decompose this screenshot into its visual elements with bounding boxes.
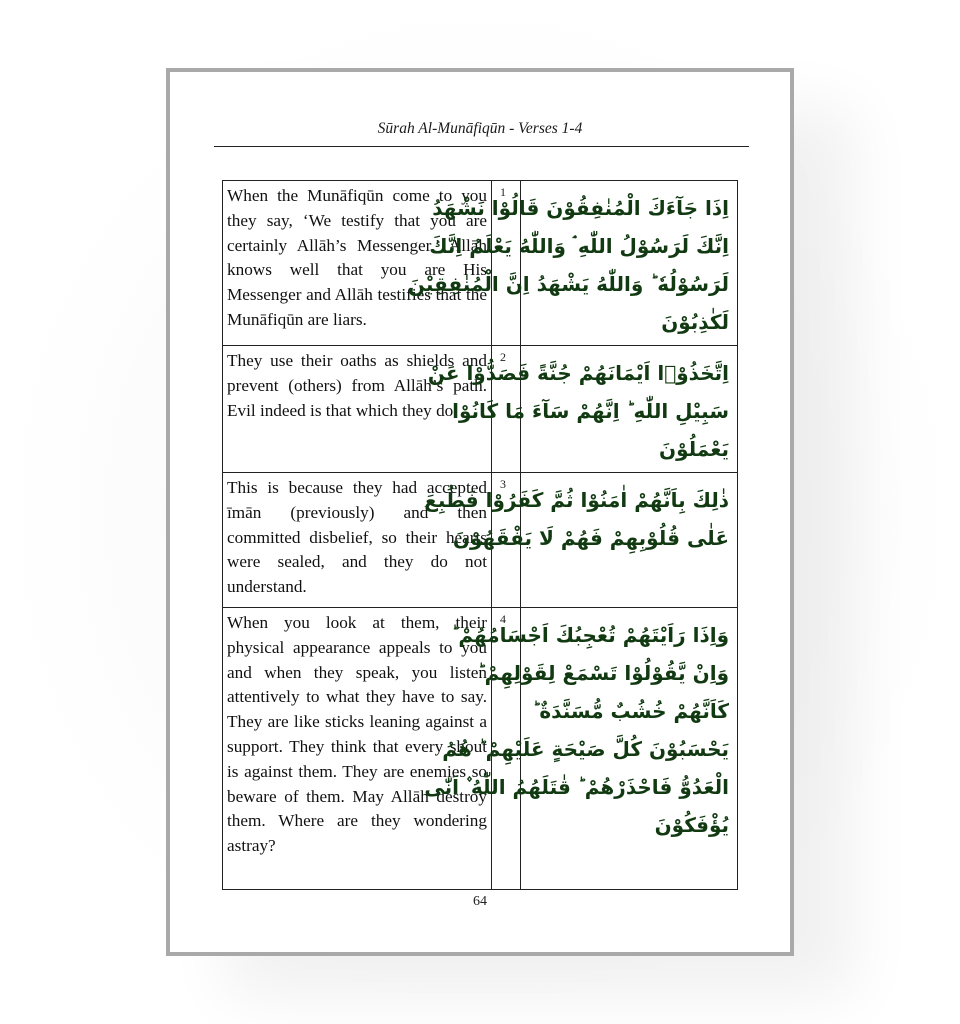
arabic-line: ذٰلِكَ بِاَنَّهُمْ اٰمَنُوْا ثُمَّ كَفَرُوْا فَطُبِعَ bbox=[424, 488, 729, 512]
arabic-line: وَاِذَا رَاَيْتَهُمْ تُعْجِبُكَ اَجْسَامُهُمْ ؕ bbox=[451, 623, 729, 647]
verse-english: When you look at them, their physical appearance appeals to you and when they speak, you listen attentively to what they have to say. They are like sticks leaning against a support. They think that every shout is against them. They are enemies so beware of them. May Allāh destroy them. Where are they wondering astray? bbox=[223, 608, 492, 890]
arabic-line: اِنَّكَ لَرَسُوْلُ اللّٰهِ ۘ وَاللّٰهُ يَعْلَمُ اِنَّكَ bbox=[429, 234, 729, 258]
verse-number: 3 bbox=[492, 473, 521, 608]
arabic-line: عَلٰى قُلُوْبِهِمْ فَهُمْ لَا يَفْقَهُوْنَ bbox=[452, 526, 729, 550]
arabic-line: لَرَسُوْلُهٗ ؕ وَاللّٰهُ يَشْهَدُ اِنَّ الْمُنٰفِقِيْنَ bbox=[407, 272, 729, 296]
verse-number: 1 bbox=[492, 181, 521, 346]
page-number: 64 bbox=[473, 894, 487, 909]
verse-table bbox=[222, 180, 738, 890]
verse-english: When the Munāfiqūn come to you they say, ‘We testify that you are certainly Allāh’s Messenger.’ Allāh knows well that you are His Messenger and Allāh testifies that the Munāfiqūn are liars. bbox=[223, 181, 492, 346]
arabic-line: يَحْسَبُوْنَ كُلَّ صَيْحَةٍ عَلَيْهِمْ ؕ هُمُ bbox=[442, 737, 729, 761]
running-head: Sūrah Al-Munāfiqūn - Verses 1-4 bbox=[377, 120, 583, 137]
verse-arabic bbox=[424, 608, 738, 890]
verse-arabic bbox=[424, 473, 738, 608]
verse-arabic bbox=[427, 346, 738, 473]
verse-row bbox=[223, 181, 738, 346]
verse-row bbox=[223, 608, 738, 890]
verse-english: They use their oaths as shields and prevent (others) from Allāh’s path. Evil indeed is that which they do. bbox=[223, 346, 492, 473]
arabic-line: سَبِيْلِ اللّٰهِ ؕ اِنَّهُمْ سَآءَ مَا كَانُوْا bbox=[452, 399, 729, 423]
verse-english: This is because they had accepted īmān (previously) and then committed disbelief, so their hearts were sealed, and they do not understand. bbox=[223, 473, 492, 608]
verse-number: 2 bbox=[492, 346, 521, 473]
verse-row bbox=[223, 346, 738, 473]
book-page bbox=[166, 68, 794, 956]
arabic-line: اِتَّخَذُوْۤا اَيْمَانَهُمْ جُنَّةً فَصَدُّوْا عَنْ bbox=[427, 361, 729, 385]
arabic-line: الْعَدُوُّ فَاحْذَرْهُمْ ؕ قٰتَلَهُمُ اللّٰهُ ۫ اَنّٰى bbox=[424, 775, 729, 799]
verse-arabic bbox=[407, 181, 738, 346]
arabic-line: يَعْمَلُوْنَ bbox=[659, 437, 729, 461]
header-rule bbox=[214, 146, 749, 147]
verse-row bbox=[223, 473, 738, 608]
arabic-line: كَاَنَّهُمْ خُشُبٌ مُّسَنَّدَةٌ ؕ bbox=[532, 699, 729, 723]
arabic-line: اِذَا جَآءَكَ الْمُنٰفِقُوْنَ قَالُوْا نَشْهَدُ bbox=[432, 196, 729, 220]
verse-number: 4 bbox=[492, 608, 521, 890]
arabic-line: لَكٰذِبُوْنَ bbox=[661, 310, 729, 334]
arabic-line: يُؤْفَكُوْنَ bbox=[654, 813, 729, 837]
arabic-line: وَاِنْ يَّقُوْلُوْا تَسْمَعْ لِقَوْلِهِمْ ؕ bbox=[477, 661, 729, 685]
